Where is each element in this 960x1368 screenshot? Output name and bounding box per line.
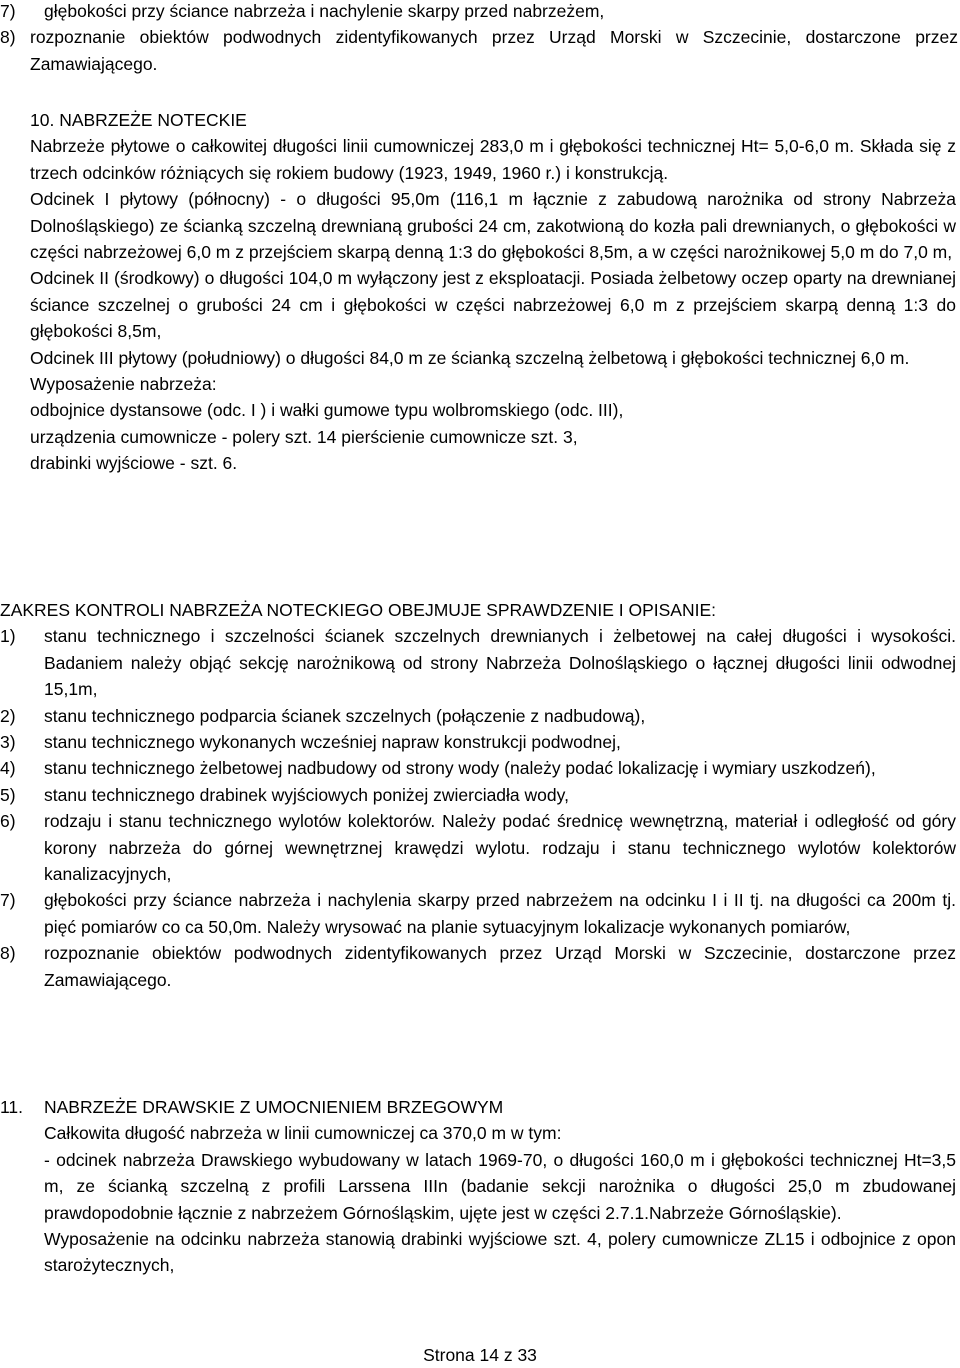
list-text: rozpoznanie obiektów podwodnych zidentyfikowanych przez Urząd Morski w Szczecinie, dostarczone przez Zamawiającego. — [44, 943, 956, 990]
list-item — [0, 0, 960, 24]
list-item — [0, 887, 956, 940]
list-text: stanu technicznego i szczelności ścianek szczelnych drewnianych i żelbetowej na całej długości i wysokości. Badaniem należy objąć sekcję narożnikową od strony Nabrzeża Dolnośląskiego o łącznej długości linii odwodnej 15,1m, — [44, 626, 956, 700]
page-footer: Strona 14 z 33 — [423, 1345, 537, 1365]
list-item — [0, 623, 956, 702]
list-text: stanu technicznego żelbetowej nadbudowy od strony wody (należy podać lokalizację i wymiary uszkodzeń), — [44, 758, 876, 779]
list-number: 5) — [0, 784, 16, 805]
section-number: 11. — [0, 1097, 24, 1117]
list-number: 4) — [0, 758, 16, 779]
paragraph: Wyposażenie na odcinku nabrzeża stanowią drabinki wyjściowe szt. 4, polery cumownicze ZL15 i odbojnice z opon starożytecznych, — [44, 1229, 956, 1276]
list-item — [0, 808, 956, 887]
list-item — [0, 729, 956, 755]
list-text: głębokości przy ściance nabrzeża i nachylenie skarpy przed nabrzeżem, — [44, 1, 605, 21]
equipment-item: urządzenia cumownicze - polery szt. 14 pierścienie cumownicze szt. 3, — [30, 426, 578, 447]
list-number: 8) — [0, 943, 16, 964]
equipment-item: drabinki wyjściowe - szt. 6. — [30, 453, 238, 474]
list-item — [0, 24, 960, 77]
list-number: 2) — [0, 705, 16, 726]
list-item — [0, 940, 956, 993]
paragraph: Odcinek III płytowy (południowy) o długości 84,0 m ze ścianką szczelną żelbetową i głębokości technicznej 6,0 m. — [30, 347, 910, 368]
list-text: głębokości przy ściance nabrzeża i nachylenia skarpy przed nabrzeżem na odcinku I i II tj. na długości ca 200m tj. pięć pomiarów co ca 50,0m. Należy wrysować na planie sytuacyjnym lokalizacje wykonanych pomiarów, — [44, 890, 956, 937]
equipment-item: odbojnice dystansowe (odc. I ) i wałki gumowe typu wolbromskiego (odc. III), — [30, 400, 624, 421]
list-number: 6) — [0, 811, 16, 832]
list-number: 1) — [0, 626, 16, 647]
paragraph: Odcinek I płytowy (północny) - o długości 95,0m (116,1 m łącznie z zabudową narożnika od strony Nabrzeża Dolnośląskiego) ze ścianką szczelną drewnianą grubości 24 cm, zakotwioną do kozła pali drewnianych, o głębokości w części nabrzeżowej 6,0 m z przejściem skarpą denną 1:3 do głębokości 8,5m, a w części narożnikowej 5,0 m do 7,0 m, — [30, 189, 956, 263]
equipment-heading: Wyposażenie nabrzeża: — [30, 374, 217, 395]
list-text: stanu technicznego podparcia ścianek szczelnych (połączenie z nadbudową), — [44, 705, 646, 726]
scope-section — [0, 597, 956, 993]
paragraph: Nabrzeże płytowe o całkowitej długości linii cumowniczej 283,0 m i głębokości technicznej Ht= 5,0-6,0 m. Składa się z trzech odcinków różniących się rokiem budowy (1923, 1949, 1960 r.) i konstrukcją. — [30, 136, 956, 183]
list-item — [0, 703, 956, 729]
section-heading: 10. NABRZEŻE NOTECKIE — [30, 110, 247, 130]
list-text: rodzaju i stanu technicznego wylotów kolektorów. Należy podać średnicę wewnętrzną, materiał i odległość od góry korony nabrzeża do górnej wewnętrznej krawędzi wylotu. rodzaju i stanu technicznego wylotów kolektorów kanalizacyjnych, — [44, 811, 956, 885]
section-body — [0, 1120, 956, 1278]
list-text: stanu technicznego drabinek wyjściowych poniżej zwierciadła wody, — [44, 784, 569, 805]
scope-heading: ZAKRES KONTROLI NABRZEŻA NOTECKIEGO OBEJMUJE SPRAWDZENIE I OPISANIE: — [0, 600, 716, 620]
list-text: rozpoznanie obiektów podwodnych zidentyfikowanych przez Urząd Morski w Szczecinie, dostarczone przez Zamawiającego. — [30, 27, 958, 74]
list-number: 8) — [0, 27, 16, 48]
paragraph: Całkowita długość nabrzeża w linii cumowniczej ca 370,0 m w tym: — [44, 1123, 562, 1144]
list-item — [0, 782, 956, 808]
section-10 — [30, 107, 956, 477]
list-number: 7) — [0, 890, 16, 911]
top-list — [0, 0, 960, 77]
section-heading-row — [0, 1094, 956, 1120]
list-number: 3) — [0, 732, 16, 753]
list-text: stanu technicznego wykonanych wcześniej napraw konstrukcji podwodnej, — [44, 732, 621, 753]
paragraph: - odcinek nabrzeża Drawskiego wybudowany w latach 1969-70, o długości 160,0 m i głębokości technicznej Ht=3,5 m, ze ścianką szczelną z profili Larssena IIIn (badanie sekcji narożnika o długości 25,0 m zbudowanej prawdopodobnie łącznie z nabrzeżem Górnośląskim, ujęte jest w części 2.7.1.Nabrzeże Górnośląskie). — [44, 1149, 956, 1223]
paragraph: Odcinek II (środkowy) o długości 104,0 m wyłączony jest z eksploatacji. Posiada żelbetowy oczep oparty na drewnianej ściance szczelnej o grubości 24 cm i głębokości w części nabrzeżowej 6,0 m z przejściem skarpą denną 1:3 do głębokości 8,5m, — [30, 268, 956, 342]
list-item — [0, 755, 956, 781]
list-number: 7) — [0, 1, 16, 21]
section-heading: NABRZEŻE DRAWSKIE Z UMOCNIENIEM BRZEGOWYM — [44, 1097, 504, 1117]
section-11 — [0, 1094, 956, 1279]
